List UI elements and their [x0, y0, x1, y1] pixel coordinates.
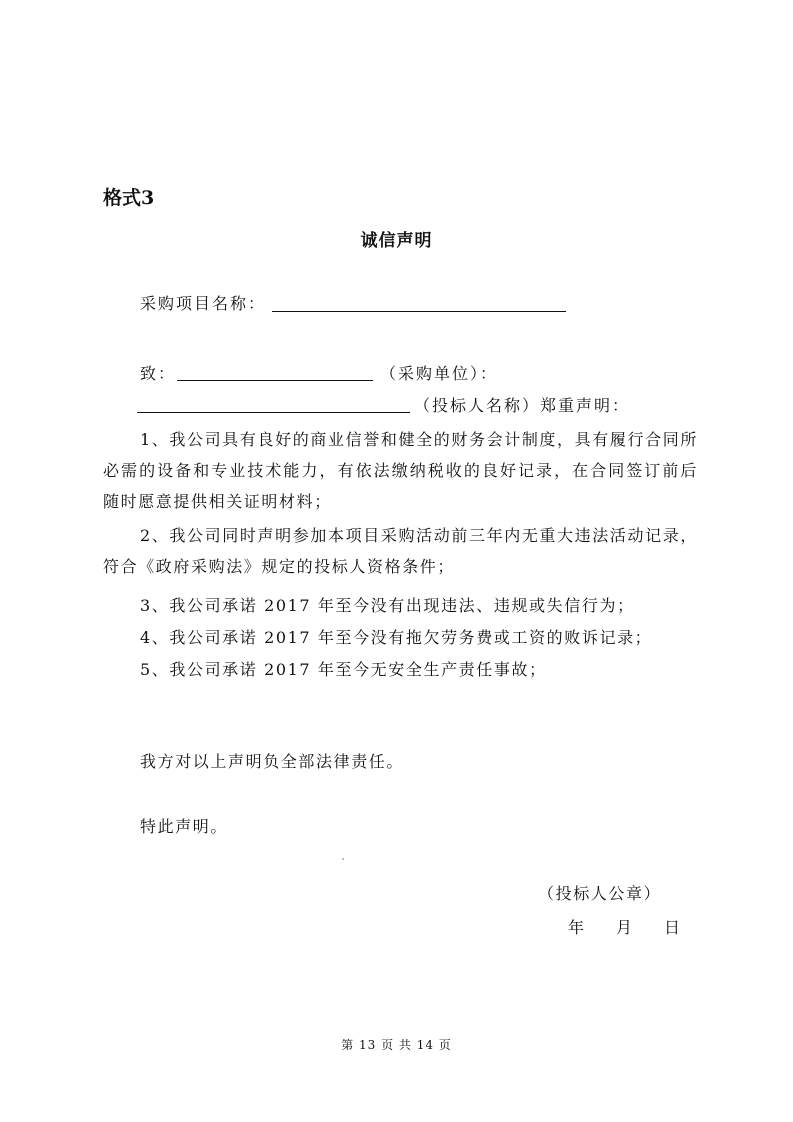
bidder-seal-label: （投标人公章） [538, 884, 662, 903]
date-line: 年 月 日 [568, 918, 689, 937]
document-title: 诚信声明 [360, 231, 433, 251]
declaration-item-1: 1、我公司具有良好的商业信誉和健全的财务会计制度，具有履行合同所必需的设备和专业技术能力，有依法缴纳税收的良好记录，在合同签订前后随时愿意提供相关证明材料； [103, 430, 698, 511]
to-label: 致： [140, 364, 177, 383]
scan-speck [342, 858, 344, 860]
purchaser-label: （采购单位）： [380, 364, 499, 383]
hereby-declare: 特此声明。 [140, 817, 229, 836]
page-footer: 第 13 页 共 14 页 [341, 1038, 452, 1052]
bidder-name-blank [137, 412, 410, 413]
declaration-item-2: 2、我公司同时声明参加本项目采购活动前三年内无重大违法活动记录，符合《政府采购法》规定的投标人资格条件； [103, 526, 698, 576]
responsibility-statement: 我方对以上声明负全部法律责任。 [140, 752, 405, 771]
declaration-item-3: 3、我公司承诺 2017 年至今没有出现违法、违规或失信行为； [140, 596, 635, 615]
bidder-declaration-label: （投标人名称）郑重声明： [414, 396, 631, 415]
format-label: 格式3 [103, 187, 155, 209]
project-name-blank [272, 311, 566, 312]
project-name-label: 采购项目名称： [140, 294, 267, 313]
purchaser-blank [177, 380, 373, 381]
declaration-item-4: 4、我公司承诺 2017 年至今没有拖欠劳务费或工资的败诉记录； [140, 628, 653, 647]
declaration-item-5: 5、我公司承诺 2017 年至今无安全生产责任事故； [140, 660, 547, 679]
